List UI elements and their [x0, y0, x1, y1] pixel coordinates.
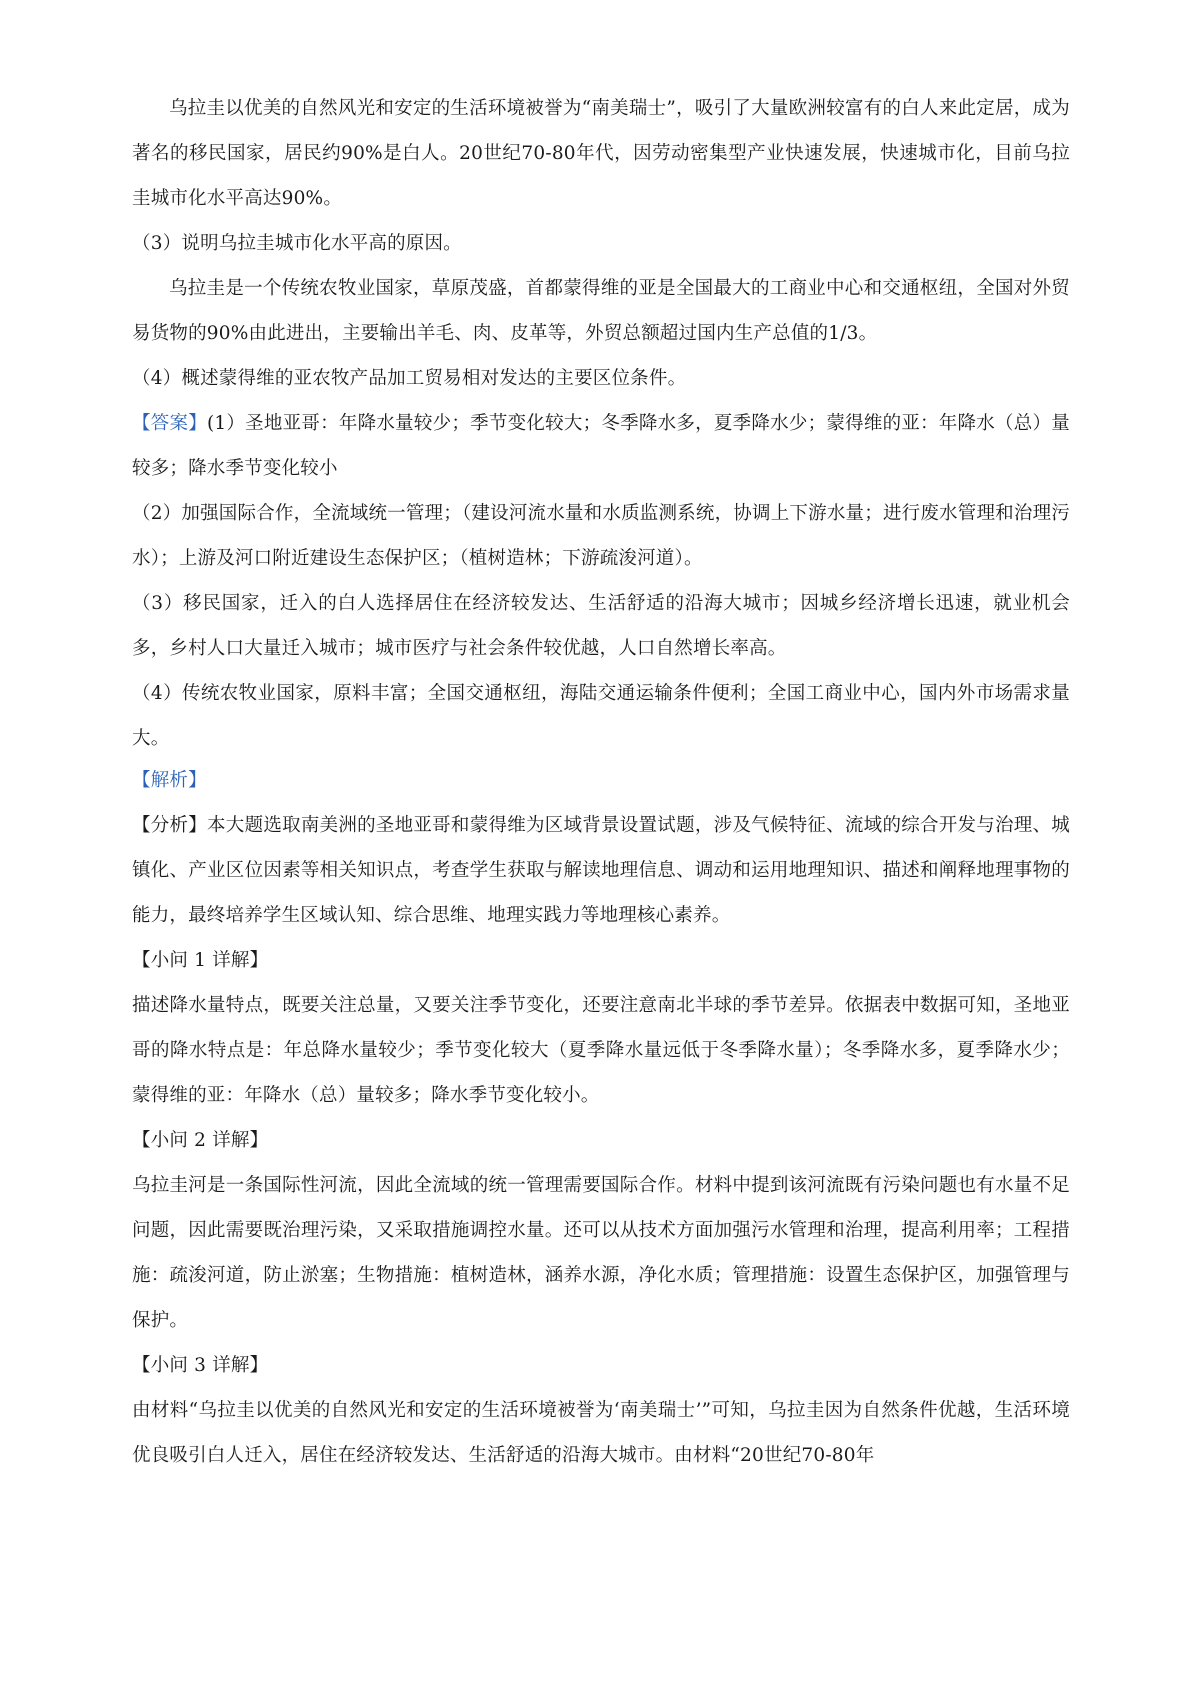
analysis-text: 【分析】本大题选取南美洲的圣地亚哥和蒙得维为区域背景设置试题，涉及气候特征、流域的综合开发与治理、城镇化、产业区位因素等相关知识点，考查学生获取与解读地理信息、调动和运用地理知识、描述和阐释地理事物的能力，最终培养学生区域认知、综合思维、地理实践力等地理核心素养。 [132, 815, 1070, 926]
sub-question-3-text: 由材料“乌拉圭以优美的自然风光和安定的生活环境被誉为‘南美瑞士’”可知，乌拉圭因为自然条件优越，生活环境优良吸引白人迁入，居住在经济较发达、生活舒适的沿海大城市。由材料“20世纪70-80年 [132, 1400, 1070, 1466]
answer-2: （2）加强国际合作，全流域统一管理；（建设河流水量和水质监测系统，协调上下游水量；进行废水管理和治理污水）；上游及河口附近建设生态保护区；（植树造林；下游疏浚河道）。 [132, 503, 1070, 569]
sub-question-1-text: 描述降水量特点，既要关注总量，又要关注季节变化，还要注意南北半球的季节差异。依据表中数据可知，圣地亚哥的降水特点是：年总降水量较少；季节变化较大（夏季降水量远低于冬季降水量）；冬季降水多，夏季降水少；蒙得维的亚：年降水（总）量较多；降水季节变化较小。 [132, 995, 1070, 1106]
question-3: （3）说明乌拉圭城市化水平高的原因。 [132, 233, 462, 254]
sub-question-2-heading: 【小问 2 详解】 [132, 1130, 269, 1151]
analysis-label: 【解析】 [132, 770, 207, 791]
sub-question-2-text: 乌拉圭河是一条国际性河流，因此全流域的统一管理需要国际合作。材料中提到该河流既有污染问题也有水量不足问题，因此需要既治理污染，又采取措施调控水量。还可以从技术方面加强污水管理和治理，提高利用率；工程措施：疏浚河道，防止淤塞；生物措施：植树造林，涵养水源，净化水质；管理措施：设置生态保护区，加强管理与保护。 [132, 1175, 1070, 1331]
material-4-text: 乌拉圭是一个传统农牧业国家，草原茂盛，首都蒙得维的亚是全国最大的工商业中心和交通枢纽，全国对外贸易货物的90%由此进出，主要输出羊毛、肉、皮革等，外贸总额超过国内生产总值的1/3。 [132, 278, 1070, 344]
answer-label: 【答案】 [132, 413, 207, 434]
material-3-text: 乌拉圭以优美的自然风光和安定的生活环境被誉为“南美瑞士”，吸引了大量欧洲较富有的白人来此定居，成为著名的移民国家，居民约90%是白人。20世纪70-80年代，因劳动密集型产业快速发展，快速城市化，目前乌拉圭城市化水平高达90%。 [132, 98, 1070, 209]
sub-question-1-heading: 【小问 1 详解】 [132, 950, 269, 971]
answer-4: （4）传统农牧业国家，原料丰富；全国交通枢纽，海陆交通运输条件便利；全国工商业中心，国内外市场需求量大。 [132, 683, 1070, 749]
answer-1 [132, 401, 1070, 491]
question-4: （4）概述蒙得维的亚农牧产品加工贸易相对发达的主要区位条件。 [132, 368, 687, 389]
answer-1-text: (1）圣地亚哥：年降水量较少；季节变化较大；冬季降水多，夏季降水少；蒙得维的亚：年降水（总）量较多；降水季节变化较小 [132, 413, 1070, 479]
sub-question-3-heading: 【小问 3 详解】 [132, 1355, 269, 1376]
answer-3: （3）移民国家，迁入的白人选择居住在经济较发达、生活舒适的沿海大城市；因城乡经济增长迅速，就业机会多，乡村人口大量迁入城市；城市医疗与社会条件较优越，人口自然增长率高。 [132, 593, 1070, 659]
